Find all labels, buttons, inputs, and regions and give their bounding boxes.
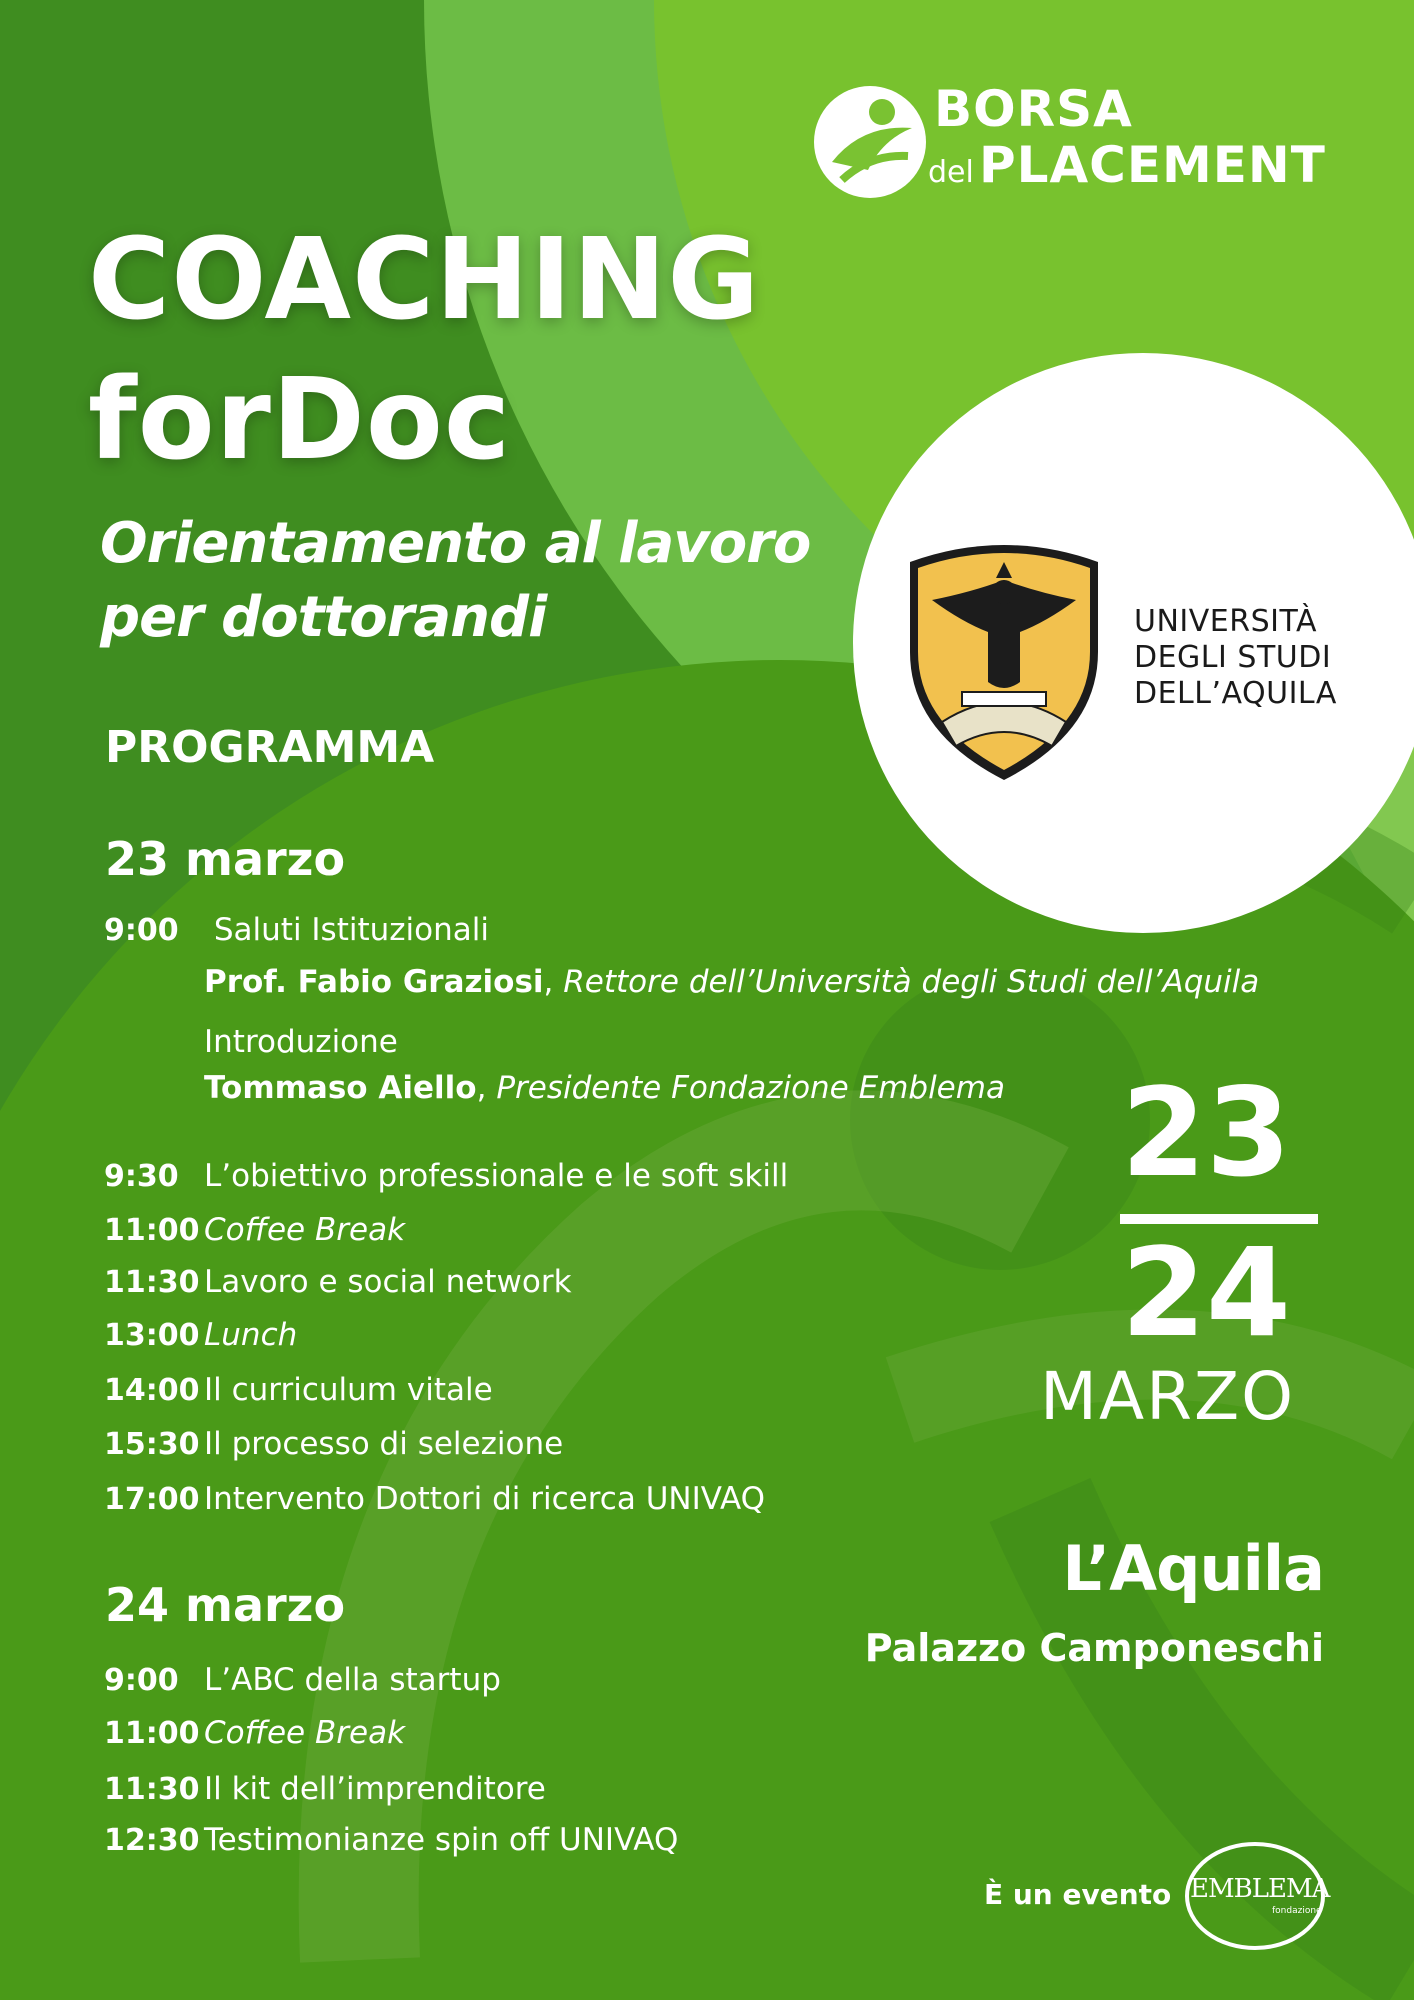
schedule-activity: Coffee Break [204, 1715, 406, 1751]
university-name-line3: DELL’AQUILA [1134, 676, 1337, 711]
schedule-activity: Intervento Dottori di ricerca UNIVAQ [204, 1481, 766, 1517]
schedule-row [104, 1158, 788, 1194]
schedule-activity: Lavoro e social network [204, 1264, 572, 1300]
date-month: MARZO [1040, 1358, 1296, 1435]
schedule-row [104, 1264, 572, 1300]
schedule-time: 13:00 [104, 1318, 200, 1353]
programma-title: PROGRAMMA [105, 722, 435, 773]
schedule-time: 17:00 [104, 1482, 200, 1517]
university-crest-icon [902, 532, 1106, 782]
schedule-activity: Lunch [204, 1317, 298, 1353]
date-day-to: 24 [1121, 1222, 1291, 1364]
subtitle [100, 507, 810, 655]
schedule-activity: Saluti Istituzionali [213, 912, 489, 948]
schedule-activity: Coffee Break [204, 1212, 406, 1248]
speaker2-name: Tommaso Aiello [204, 1070, 477, 1106]
emblema-logo-sub: fondazione [1272, 1906, 1322, 1916]
borsa-placement-logo [812, 80, 1332, 204]
schedule-activity: Il kit dell’imprenditore [204, 1771, 546, 1807]
schedule-time: 9:00 [104, 913, 179, 948]
schedule-row [104, 1662, 501, 1698]
university-name [1134, 604, 1337, 712]
evento-label: È un evento [984, 1878, 1172, 1911]
schedule-row [104, 1822, 678, 1858]
schedule-time: 9:30 [104, 1159, 179, 1194]
emblema-logo-text: EMBLEMA [1190, 1874, 1330, 1904]
schedule-time: 15:30 [104, 1427, 200, 1462]
speaker1-name: Prof. Fabio Graziosi [204, 964, 544, 1000]
speaker2: Tommaso Aiello, Presidente Fondazione Emblema [204, 1070, 1005, 1106]
headline-line1: COACHING [88, 215, 761, 345]
intro-label: Introduzione [204, 1024, 398, 1060]
brand-line2-small: del [928, 155, 974, 190]
schedule-time: 12:30 [104, 1823, 200, 1858]
schedule-activity: Il curriculum vitale [204, 1372, 493, 1408]
headline-line2: forDoc [88, 355, 512, 485]
schedule-activity: L’obiettivo professionale e le soft skill [204, 1158, 789, 1194]
schedule-row [104, 912, 489, 948]
date-day-from: 23 [1121, 1062, 1291, 1204]
schedule-row [104, 1317, 297, 1353]
schedule-row [104, 1426, 563, 1462]
schedule-time: 11:30 [104, 1265, 200, 1300]
speaker2-role: Presidente Fondazione Emblema [496, 1070, 1005, 1106]
schedule-row [104, 1771, 546, 1807]
speaker1: Prof. Fabio Graziosi, Rettore dell’Università degli Studi dell’Aquila [204, 964, 1260, 1000]
university-name-line2: DEGLI STUDI [1134, 640, 1332, 675]
placement-figure-icon [812, 84, 928, 200]
schedule-activity: Testimonianze spin off UNIVAQ [204, 1822, 679, 1858]
location-venue: Palazzo Camponeschi [864, 1626, 1324, 1670]
schedule-activity: L’ABC della startup [204, 1662, 501, 1698]
brand-line2: PLACEMENT [978, 136, 1326, 194]
schedule-time: 11:00 [104, 1716, 200, 1751]
schedule-time: 11:00 [104, 1213, 200, 1248]
emblema-logo [1180, 1838, 1330, 1958]
schedule-time: 11:30 [104, 1772, 200, 1807]
schedule-time: 14:00 [104, 1373, 200, 1408]
speaker1-role: Rettore dell’Università degli Studi dell’Aquila [563, 964, 1260, 1000]
subtitle-line1: Orientamento al lavoro [100, 511, 811, 576]
university-name-line1: UNIVERSITÀ [1134, 604, 1317, 639]
schedule-row [104, 1481, 765, 1517]
schedule-row [104, 1715, 405, 1751]
schedule-activity: Il processo di selezione [204, 1426, 564, 1462]
subtitle-line2: per dottorandi [100, 585, 547, 650]
schedule-row [104, 1372, 493, 1408]
day2-label: 24 marzo [105, 1578, 346, 1632]
day1-label: 23 marzo [105, 832, 346, 886]
schedule-row [104, 1212, 405, 1248]
headline [88, 210, 760, 490]
schedule-time: 9:00 [104, 1663, 179, 1698]
location-city: L’Aquila [1062, 1532, 1324, 1605]
brand-line1: BORSA [934, 80, 1133, 138]
